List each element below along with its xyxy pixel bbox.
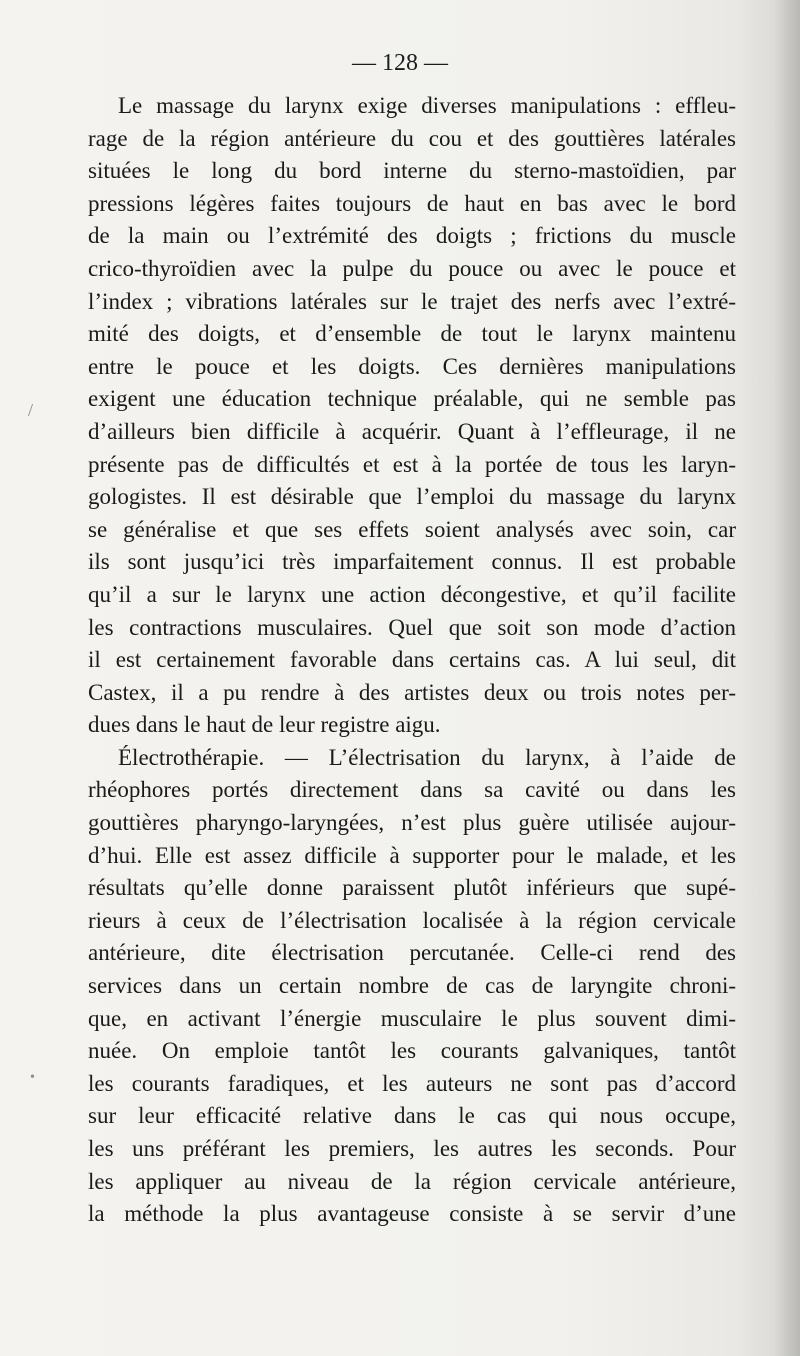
text-line-6 xyxy=(88,253,736,286)
text-run: situées le long du bord interne du sterno-mastoïdien, par xyxy=(88,158,736,184)
body-text xyxy=(88,90,736,1231)
text-run: les uns préférant les premiers, les autres les seconds. Pour xyxy=(88,1136,736,1161)
text-run: rage de la région antérieure du cou et des gouttières latérales xyxy=(88,125,736,151)
text-line-18 xyxy=(88,644,736,677)
text-run: présente pas de difficultés et est à la portée de tous les laryn- xyxy=(88,451,736,477)
text-run: les appliquer au niveau de la région cervicale antérieure, xyxy=(88,1168,736,1194)
text-run: la méthode la plus avantageuse consiste à se servir d’une xyxy=(88,1201,736,1227)
text-line-24 xyxy=(88,840,736,873)
text-line-10 xyxy=(88,383,736,416)
text-line-9 xyxy=(88,351,736,384)
text-run: les courants faradiques, et les auteurs ne sont pas d’accord xyxy=(88,1070,736,1096)
text-line-21 xyxy=(88,742,736,775)
text-line-11 xyxy=(88,416,736,449)
text-run: l’index ; vibrations latérales sur le trajet des nerfs avec l’extré- xyxy=(88,288,736,314)
text-run: services dans un certain nombre de cas de laryngite chroni- xyxy=(88,973,736,999)
text-line-2 xyxy=(88,123,736,156)
text-line-20 xyxy=(88,709,736,742)
text-line-17 xyxy=(88,612,736,645)
text-run: se généralise et que ses effets soient analysés avec soin, car xyxy=(88,516,736,542)
text-run: Castex, il a pu rendre à des artistes deux ou trois notes per- xyxy=(88,679,736,705)
text-line-4 xyxy=(88,188,736,221)
page-number: — 128 — xyxy=(352,50,448,76)
margin-tick-mark: / xyxy=(28,400,34,420)
text-run: nuée. On emploie tantôt les courants galvaniques, tantôt xyxy=(88,1038,736,1064)
text-line-34 xyxy=(88,1166,736,1199)
text-run: entre le pouce et les doigts. Ces dernières manipulations xyxy=(88,353,736,379)
text-run: Électrothérapie. — L’électrisation du larynx, à l’aide de xyxy=(118,744,736,770)
text-run: gouttières pharyngo-laryngées, n’est plus guère utilisée aujour- xyxy=(88,810,736,836)
text-run: gologistes. Il est désirable que l’emploi du massage du larynx xyxy=(88,484,736,510)
text-run: antérieure, dite électrisation percutanée. Celle-ci rend des xyxy=(88,940,736,966)
text-line-31 xyxy=(88,1068,736,1101)
text-run: il est certainement favorable dans certains cas. A lui seul, dit xyxy=(88,647,736,673)
text-line-27 xyxy=(88,937,736,970)
text-line-28 xyxy=(88,970,736,1003)
text-run: dues dans le haut de leur registre aigu. xyxy=(88,712,441,738)
text-run: exigent une éducation technique préalable, qui ne semble pas xyxy=(88,386,736,412)
text-line-5 xyxy=(88,220,736,253)
margin-dot-mark: • xyxy=(30,1070,35,1085)
text-run: d’ailleurs bien difficile à acquérir. Quant à l’effleurage, il ne xyxy=(88,418,736,444)
text-run: sur leur efficacité relative dans le cas qui nous occupe, xyxy=(88,1103,736,1129)
text-run: d’hui. Elle est assez difficile à supporter pour le malade, et les xyxy=(88,842,736,868)
text-run: que, en activant l’énergie musculaire le plus souvent dimi- xyxy=(88,1005,736,1031)
text-line-33 xyxy=(88,1133,736,1166)
page-edge-shadow xyxy=(774,0,800,1356)
text-line-23 xyxy=(88,807,736,840)
text-line-30 xyxy=(88,1035,736,1068)
text-run: qu’il a sur le larynx une action décongestive, et qu’il facilite xyxy=(88,581,736,607)
text-line-1 xyxy=(88,90,736,123)
text-run: rhéophores portés directement dans sa cavité ou dans les xyxy=(88,777,736,803)
text-line-12 xyxy=(88,449,736,482)
text-run: crico-thyroïdien avec la pulpe du pouce ou avec le pouce et xyxy=(88,255,736,281)
text-line-25 xyxy=(88,872,736,905)
text-line-7 xyxy=(88,286,736,319)
text-run: Le massage du larynx exige diverses manipulations : effleu- xyxy=(118,93,736,118)
text-line-22 xyxy=(88,774,736,807)
text-line-29 xyxy=(88,1003,736,1036)
text-line-3 xyxy=(88,155,736,188)
text-line-32 xyxy=(88,1100,736,1133)
text-line-14 xyxy=(88,514,736,547)
text-line-19 xyxy=(88,677,736,710)
text-line-8 xyxy=(88,318,736,351)
text-line-13 xyxy=(88,481,736,514)
text-line-35 xyxy=(88,1198,736,1231)
text-run: les contractions musculaires. Quel que soit son mode d’action xyxy=(88,614,736,640)
text-run: de la main ou l’extrémité des doigts ; frictions du muscle xyxy=(88,223,736,249)
text-run: pressions légères faites toujours de haut en bas avec le bord xyxy=(88,190,736,216)
text-run: résultats qu’elle donne paraissent plutôt inférieurs que supé- xyxy=(88,875,736,901)
text-line-16 xyxy=(88,579,736,612)
text-line-26 xyxy=(88,905,736,938)
text-run: ils sont jusqu’ici très imparfaitement connus. Il est probable xyxy=(88,549,736,575)
text-run: rieurs à ceux de l’électrisation localisée à la région cervicale xyxy=(88,907,736,933)
text-line-15 xyxy=(88,546,736,579)
text-run: mité des doigts, et d’ensemble de tout le larynx maintenu xyxy=(88,321,736,347)
